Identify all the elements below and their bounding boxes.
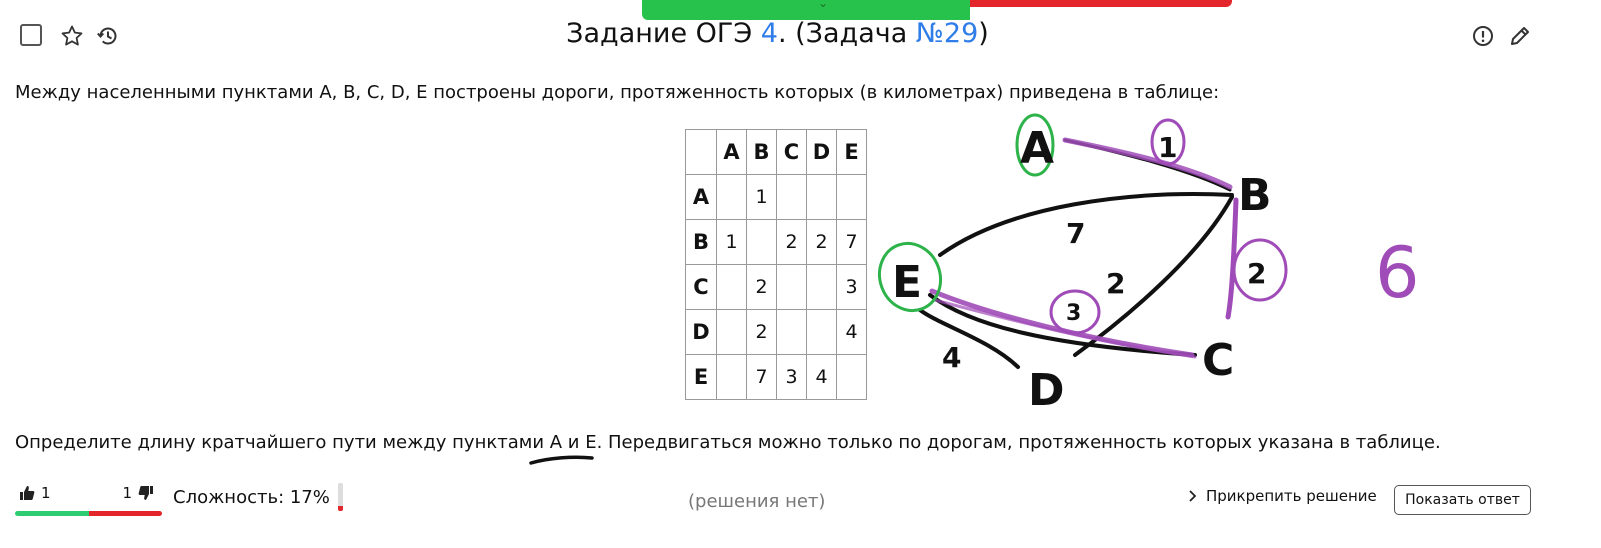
edge-weight: 7 [1066, 217, 1086, 250]
vote-ratio-likes [15, 511, 89, 516]
title-prefix: Задание ОГЭ [566, 18, 761, 49]
table-cell: 3 [777, 355, 807, 400]
table-cell [747, 220, 777, 265]
table-header-row [686, 130, 867, 175]
task-number-link[interactable]: 4 [760, 18, 778, 49]
table-cell [717, 175, 747, 220]
table-cell: 1 [747, 175, 777, 220]
chevron-down-icon[interactable]: ⌄ [818, 0, 829, 10]
thumbs-up-icon [19, 485, 35, 501]
difficulty-bar [338, 483, 343, 511]
difficulty-label: Сложность: 17% [173, 487, 330, 508]
table-cell [807, 310, 837, 355]
vote-ratio-bar [15, 511, 162, 516]
exclamation-icon[interactable] [1471, 24, 1495, 48]
node-label: B [1238, 170, 1272, 221]
node-label: E [892, 257, 923, 308]
thumbs-down-icon [138, 485, 154, 501]
column-header: D [807, 130, 837, 175]
edge-weight: 1 [1158, 131, 1178, 164]
table-row [686, 355, 867, 400]
progress-green-segment [642, 0, 970, 20]
table-cell: 2 [747, 265, 777, 310]
edge-weight: 4 [942, 341, 962, 374]
row-header: A [686, 175, 717, 220]
table-cell [807, 175, 837, 220]
title-mid: . (Задача [777, 18, 916, 49]
node-label: C [1202, 335, 1235, 386]
distance-table [685, 129, 867, 400]
handwritten-underline [528, 452, 598, 468]
like-button[interactable] [19, 484, 51, 502]
pencil-icon[interactable] [1508, 24, 1532, 48]
table-cell [837, 355, 867, 400]
attach-solution-label: Прикрепить решение [1206, 487, 1377, 505]
table-cell [807, 265, 837, 310]
table-corner [686, 130, 717, 175]
table-row [686, 220, 867, 265]
table-cell [717, 310, 747, 355]
likes-count: 1 [41, 484, 51, 502]
table-cell [777, 175, 807, 220]
table-cell: 2 [747, 310, 777, 355]
question-intro: Между населенными пунктами A, B, C, D, E построены дороги, протяженность которых (в километрах) приведена в таблице: [15, 82, 1220, 103]
row-header: D [686, 310, 717, 355]
table-row [686, 310, 867, 355]
progress-red-segment [970, 0, 1232, 7]
edge-weight: 2 [1247, 257, 1267, 290]
road-b-d [1075, 197, 1232, 355]
progress-strip[interactable] [642, 0, 1232, 20]
dislike-button[interactable] [122, 484, 154, 502]
page-title [0, 18, 1555, 49]
node-label: A [1020, 123, 1055, 174]
edge-weight: 3 [1066, 301, 1082, 326]
table-cell: 1 [717, 220, 747, 265]
table-cell: 3 [837, 265, 867, 310]
problem-link[interactable]: №29 [915, 18, 979, 49]
table-cell: 7 [837, 220, 867, 265]
road-e-b [940, 194, 1232, 255]
column-header: E [837, 130, 867, 175]
chevron-right-icon [1188, 490, 1198, 502]
row-header: B [686, 220, 717, 265]
column-header: B [747, 130, 777, 175]
table-cell: 7 [747, 355, 777, 400]
vote-ratio-dislikes [89, 511, 163, 516]
column-header: A [717, 130, 747, 175]
table-cell [777, 265, 807, 310]
no-solution-text: (решения нет) [688, 491, 826, 512]
table-cell: 2 [777, 220, 807, 265]
table-cell [837, 175, 867, 220]
table-row [686, 175, 867, 220]
row-header: E [686, 355, 717, 400]
highlight-c-e [932, 291, 1192, 355]
attach-solution-link[interactable] [1188, 487, 1377, 505]
table-cell [777, 310, 807, 355]
table-row [686, 265, 867, 310]
table-cell [717, 265, 747, 310]
table-cell [717, 355, 747, 400]
handwritten-answer: 6 [1375, 232, 1420, 314]
table-cell: 4 [837, 310, 867, 355]
edge-weight: 2 [1106, 267, 1126, 300]
show-answer-button[interactable]: Показать ответ [1394, 485, 1531, 515]
question-prompt: Определите длину кратчайшего пути между пунктами A и E. Передвигаться можно только по дорогам, протяженность которых указана в таблице. [15, 432, 1441, 453]
table-cell: 4 [807, 355, 837, 400]
row-header: C [686, 265, 717, 310]
graph-sketch [870, 105, 1430, 415]
node-label: D [1028, 365, 1065, 415]
dislikes-count: 1 [122, 484, 132, 502]
column-header: C [777, 130, 807, 175]
title-suffix: ) [978, 18, 989, 49]
difficulty-bar-fill [338, 506, 343, 511]
vote-widget [15, 482, 162, 516]
table-cell: 2 [807, 220, 837, 265]
